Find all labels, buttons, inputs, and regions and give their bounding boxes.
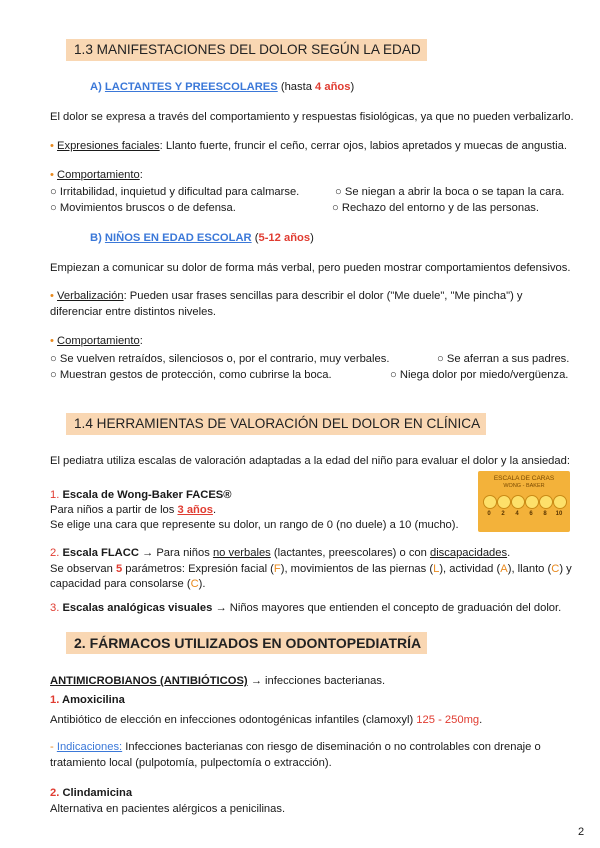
clindamicina-title [50,785,132,801]
paragraph-a-expresiones [50,138,567,154]
amoxicilina-name: Amoxicilina [62,694,125,706]
indicaciones-text: Infecciones bacterianas con riesgo de diseminación o no controlables con drenaje o [122,741,541,753]
antimicrobianos-label: ANTIMICROBIANOS (ANTIBIÓTICOS) [50,675,248,687]
section-heading-2: 2. FÁRMACOS UTILIZADOS EN ODONTOPEDIATRÍA [66,632,427,654]
bullet: • [50,290,58,302]
item-1-num: 1. [50,489,63,501]
subheading-a-rest1: (hasta [277,81,316,93]
item-2-no-verbales: no verbales [212,547,271,559]
item-3-title [50,600,561,616]
face-icon [525,495,539,509]
item-3-name: Escalas analógicas visuales [62,602,213,614]
face-number: 0 [487,511,491,517]
indicaciones-label: Indicaciones: [56,741,123,753]
indicaciones-line [50,739,541,755]
flacc-letter: L [433,563,440,575]
subheading-a-rest2: ) [350,81,355,93]
face-number: 4 [515,511,519,517]
clindamicina-num: 2. [50,787,63,799]
comportamiento-colon: : [139,169,143,181]
face-number: 10 [555,511,563,517]
wong-baker-faces-image [478,471,570,532]
item-2-text: → Para niños [138,547,213,559]
item-2-period: . [507,547,511,559]
item-2-text: ), actividad ( [439,563,501,575]
list-item: ○ Niega dolor por miedo/vergüenza. [390,369,569,381]
bullet: • [50,169,58,181]
item-1-line-3: Se elige una cara que represente su dolor, un rango de 0 (no duele) a 10 (mucho). [50,519,459,531]
amoxicilina-text [50,712,482,728]
section-heading-1-4: 1.4 HERRAMIENTAS DE VALORACIÓN DEL DOLOR EN CLÍNICA [66,413,486,435]
paragraph-a-comportamiento [50,167,143,183]
verbalizacion-text: : Pueden usar frases sencillas para describir el dolor ("Me duele", "Me pincha") y [123,290,523,302]
page-number: 2 [578,826,585,838]
list-item: ○ Rechazo del entorno y de las personas. [332,202,540,214]
item-2-num: 2. [50,547,63,559]
face-icon [553,495,567,509]
amoxicilina-desc: Antibiótico de elección en infecciones odontogénicas infantiles (clamoxyl) [50,714,417,726]
item-2-text: ), movimientos de las piernas ( [280,563,434,575]
indicaciones-line-2: tratamiento local (pulpotomía, pulpectomía o extracción). [50,757,332,769]
face-number: 2 [501,511,505,517]
item-2-line-2 [50,561,572,577]
bullet: • [50,140,58,152]
item-1-line-2 [50,502,216,518]
paragraph-b-verbalizacion [50,288,523,304]
item-1-text: Para niños a partir de los [50,504,178,516]
paragraph-b-intro: Empiezan a comunicar su dolor de forma más verbal, pero pueden mostrar comportamientos defensivos. [50,262,571,274]
clindamicina-name: Clindamicina [62,787,133,799]
expresiones-label: Expresiones faciales [57,140,160,152]
paragraph-b-comportamiento [50,333,143,349]
item-2-count: 5 [115,563,123,575]
item-2-text: (lactantes, preescolares) o con [270,547,430,559]
section-heading-1-3: 1.3 MANIFESTACIONES DEL DOLOR SEGÚN LA EDAD [66,39,427,61]
item-2-text: ), llanto ( [507,563,552,575]
item-2-text: capacidad para consolarse ( [50,578,191,590]
face-icon [497,495,511,509]
item-2-discapacidades: discapacidades [429,547,508,559]
list-item: ○ Muestran gestos de protección, como cubrirse la boca. [50,369,332,381]
item-2-name: Escala FLACC [62,547,139,559]
list-item: ○ Irritabilidad, inquietud y dificultad para calmarse. [50,186,300,198]
expresiones-text: : Llanto fuerte, fruncir el ceño, cerrar ojos, labios apretados y muecas de angustia. [159,140,567,152]
subheading-b-label: NIÑOS EN EDAD ESCOLAR [104,232,252,244]
item-3-num: 3. [50,602,63,614]
subheading-b-rest2: ) [310,232,314,244]
list-item: ○ Se aferran a sus padres. [437,353,570,365]
paragraph-1-4-intro: El pediatra utiliza escalas de valoración adaptadas a la edad del niño para evaluar el dolor y la ansiedad: [50,455,570,467]
item-1-age: 3 años [177,504,213,516]
item-1-title [50,487,232,503]
face-icon [539,495,553,509]
face-number: 6 [529,511,533,517]
flacc-letter: A [500,563,508,575]
antimicrobianos-rest: → infecciones bacterianas. [247,675,386,687]
item-2-line-3 [50,576,206,592]
faces-title: ESCALA DE CARAS [493,475,555,482]
item-2-title [50,545,510,561]
flacc-letter: C [190,578,199,590]
subheading-b-age: 5-12 años [258,232,311,244]
list-item: ○ Movimientos bruscos o de defensa. [50,202,236,214]
subheading-a-age: 4 años [315,81,351,93]
amoxicilina-dose: 125 - 250mg [416,714,480,726]
face-number: 8 [543,511,547,517]
antimicrobianos-line [50,673,385,689]
item-1-period: . [212,504,217,516]
paragraph-b-verbalizacion-cont: diferenciar entre distintos niveles. [50,306,217,318]
item-1-name: Escala de Wong-Baker FACES® [62,489,232,501]
item-2-text: parámetros: Expresión facial ( [122,563,274,575]
subheading-a-prefix: A) [90,81,105,93]
bullet: • [50,335,58,347]
list-item: ○ Se niegan a abrir la boca o se tapan la cara. [335,186,565,198]
faces-subtitle: WONG - BAKER [503,483,545,489]
comportamiento-colon: : [139,335,143,347]
comportamiento-label: Comportamiento [57,169,140,181]
item-3-text: → Niños mayores que entienden el concepto de graduación del dolor. [212,602,562,614]
subheading-b-prefix: B) [90,232,105,244]
flacc-letter: C [551,563,560,575]
amoxicilina-num: 1. [50,694,63,706]
face-icon [483,495,497,509]
subheading-a [90,79,354,95]
flacc-letter: F [273,563,281,575]
verbalizacion-label: Verbalización [57,290,124,302]
clindamicina-text: Alternativa en pacientes alérgicos a penicilinas. [50,803,286,815]
item-2-text: Se observan [50,563,116,575]
amoxicilina-title [50,692,125,708]
subheading-b [90,230,314,246]
list-item: ○ Se vuelven retraídos, silenciosos o, por el contrario, muy verbales. [50,353,390,365]
amoxicilina-period: . [479,714,483,726]
indicaciones-dash: - [50,741,57,753]
paragraph-a-intro: El dolor se expresa a través del comportamiento y respuestas fisiológicas, ya que no pueden verbalizarlo. [50,111,574,123]
item-2-text: ) y [559,563,572,575]
comportamiento-label: Comportamiento [57,335,140,347]
item-2-text: ). [198,578,206,590]
subheading-b-rest1: ( [251,232,259,244]
subheading-a-label: LACTANTES Y PREESCOLARES [104,81,278,93]
face-icon [511,495,525,509]
